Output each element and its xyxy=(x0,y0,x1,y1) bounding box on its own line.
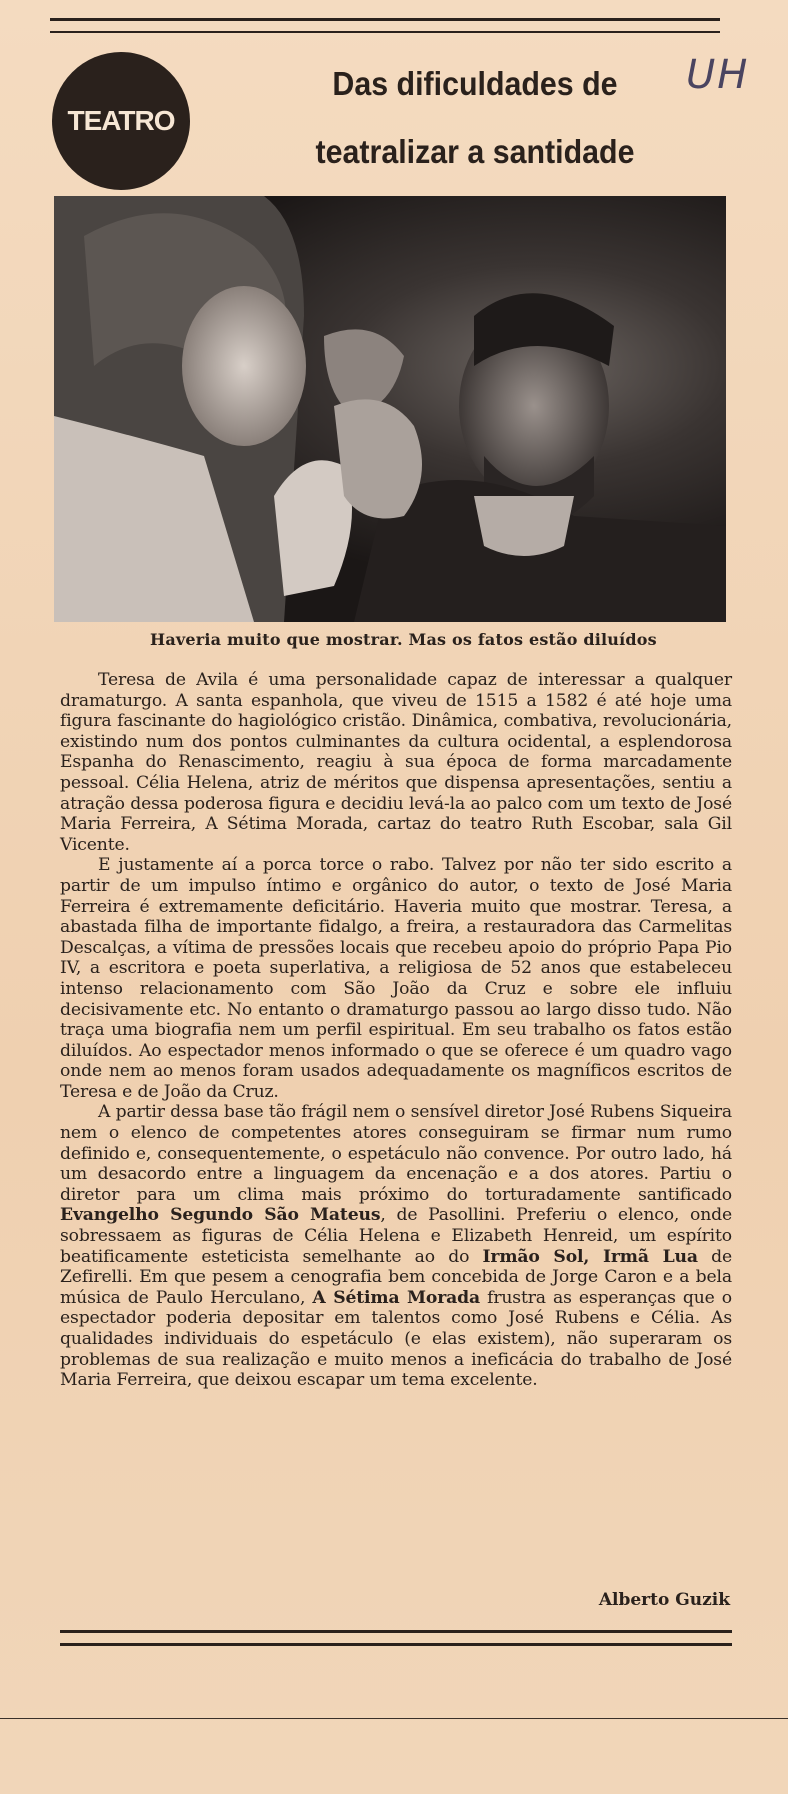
article-paragraph-3-text-a: A partir dessa base tão frágil nem o sensível diretor José Rubens Siqueira nem o elenco de competentes atores conseguiram se firmar num rumo definido e, consequentemente, o espetáculo não convence. Por outro lado, há um desacordo entre a linguagem da encenação e a dos atores. Partiu o diretor para um clima mais próximo do torturadamente santificado xyxy=(60,1102,732,1205)
author-byline: Alberto Guzik xyxy=(598,1590,730,1610)
play-title-setima-morada: A Sétima Morada xyxy=(312,1287,480,1308)
clipping-edge-line xyxy=(0,1718,788,1719)
handwritten-note: UH xyxy=(686,52,750,98)
film-title-evangelho: Evangelho Segundo São Mateus xyxy=(60,1205,381,1226)
section-badge xyxy=(52,52,190,190)
article-paragraph-2: E justamente aí a porca torce o rabo. Talvez por não ter sido escrito a partir de um impulso íntimo e orgânico do autor, o texto de José Maria Ferreira é extremamente deficitário. Haveria muito que mostrar. Teresa, a abastada filha de importante fidalgo, a freira, a restauradora das Carmelitas Descalças, a vítima de pressões locais que recebeu apoio do próprio Papa Pio IV, a escritora e poeta superlativa, a religiosa de 52 anos que estabeleceu intenso relacionamento com São João da Cruz e sobre ele influiu decisivamente etc. No entanto o dramaturgo passou ao largo disso tudo. Não traça uma biografia nem um perfil espiritual. Em seu trabalho os fatos estão diluídos. Ao espectador menos informado o que se oferece é um quadro vago onde nem ao menos foram usados adequadamente os magníficos escritos de Teresa e de João da Cruz. xyxy=(60,855,732,1102)
section-badge-label: TEATRO xyxy=(67,105,175,136)
top-rule xyxy=(50,18,720,33)
article-paragraph-3-text-e: frustra as esperanças que o espectador poderia depositar em talentos como José Rubens e Célia. As qualidades individuais do espetáculo (e elas existem), não superaram os problemas de sua realização e muito menos a ineficácia do trabalho de José Maria Ferreira, que deixou escapar um tema excelente. xyxy=(60,1287,732,1391)
film-title-irmao-sol: Irmão Sol, Irmã Lua xyxy=(482,1246,698,1267)
article-paragraph-1: Teresa de Avila é uma personalidade capaz de interessar a qualquer dramaturgo. A santa espanhola, que viveu de 1515 a 1582 é até hoje uma figura fascinante do hagiológico cristão. Dinâmica, combativa, revolucionária, existindo num dos pontos culminantes da cultura ocidental, a esplendorosa Espanha do Renascimento, reagiu à sua época de forma marcadamente pessoal. Célia Helena, atriz de méritos que dispensa apresentações, sentiu a atração dessa poderosa figura e decidiu levá-la ao palco com um texto de José Maria Ferreira, A Sétima Morada, cartaz do teatro Ruth Escobar, sala Gil Vicente. xyxy=(60,670,732,855)
article-paragraph-3 xyxy=(60,1102,732,1390)
photo-caption: Haveria muito que mostrar. Mas os fatos estão diluídos xyxy=(150,630,657,649)
stage-photo xyxy=(54,196,726,622)
stage-photo-two-actors-icon xyxy=(54,196,726,622)
article-paragraph-3-text-c: , de Pasollini. Preferiu o elenco, onde sobressaem as figuras de Célia Helena e Elizabeth Henreid, um espírito beatificamente esteticista semelhante ao do xyxy=(60,1205,732,1267)
article-paragraph-3-text-d: de Zefirelli. Em que pesem a cenografia bem concebida de Jorge Caron e a bela música de Paulo Herculano, xyxy=(60,1246,732,1308)
headline xyxy=(250,50,701,186)
article-body xyxy=(60,670,732,1391)
bottom-rule xyxy=(60,1630,732,1646)
headline-line-2: teatralizar a santidade xyxy=(315,133,635,170)
headline-line-1: Das dificuldades de xyxy=(332,65,618,102)
